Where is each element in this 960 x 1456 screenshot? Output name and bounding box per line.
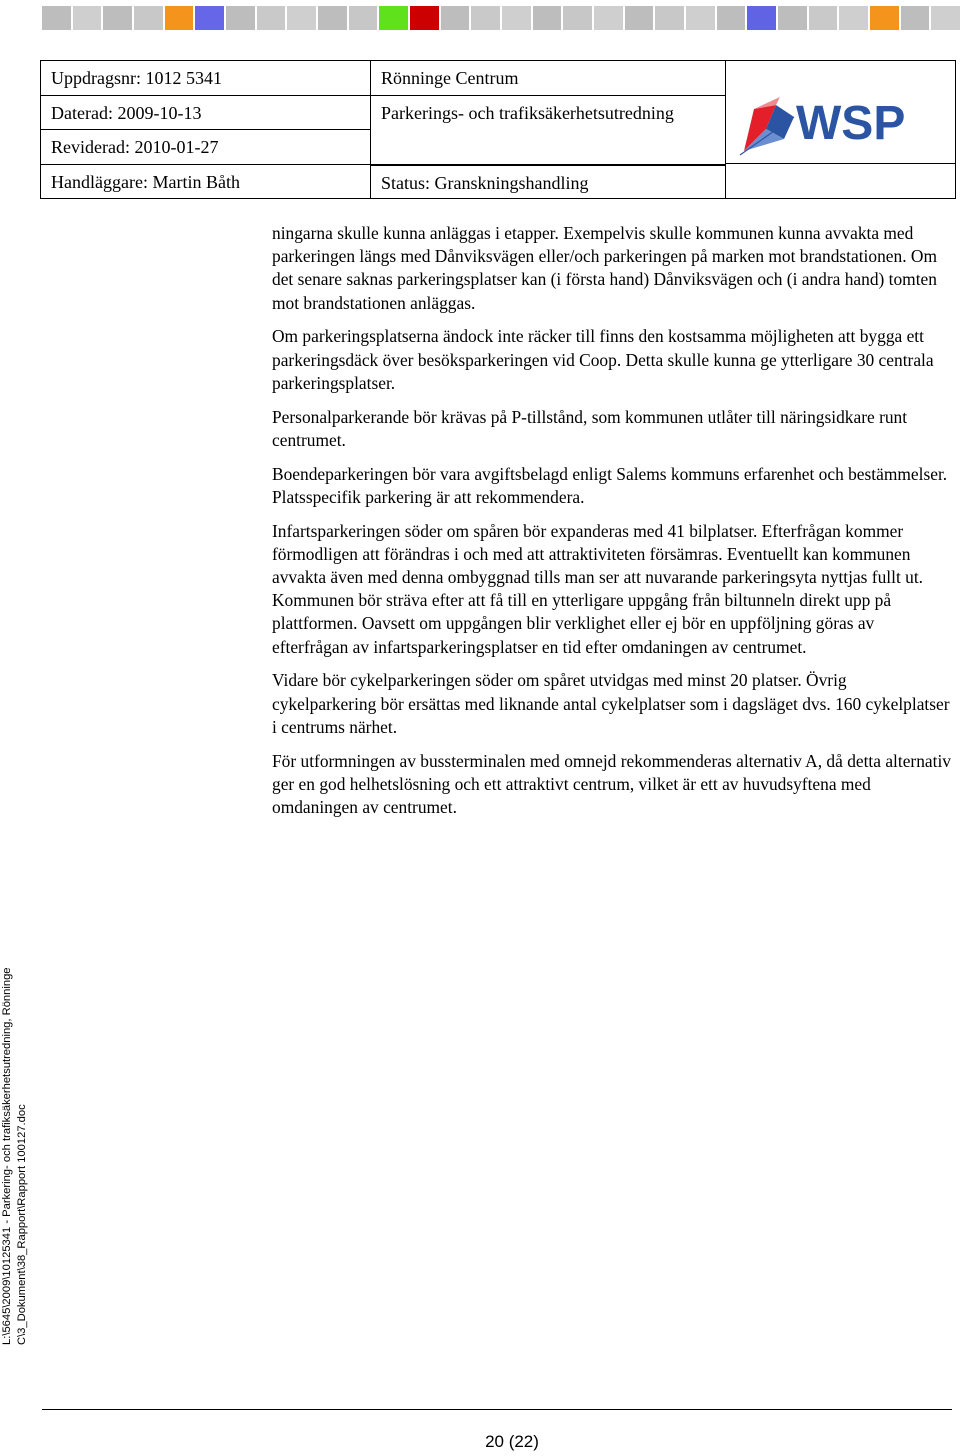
report-title: Parkerings- och trafiksäkerhetsutredning <box>381 102 674 123</box>
handler: Handläggare: Martin Båth <box>51 171 240 192</box>
color-square <box>42 6 71 30</box>
assignment-number: Uppdragsnr: 1012 5341 <box>41 61 370 96</box>
color-square <box>226 6 255 30</box>
color-square <box>410 6 439 30</box>
color-square <box>686 6 715 30</box>
color-square <box>165 6 194 30</box>
color-square <box>625 6 654 30</box>
footer-divider <box>42 1409 952 1410</box>
color-square <box>778 6 807 30</box>
paragraph: Vidare bör cykelparkeringen söder om spåret utvidgas med minst 20 platser. Övrig cykelparkering bör ersättas med liknande antal cykelplatser som i dagsläget dvs. 160 cykelplatser i centrums närhet. <box>272 670 950 737</box>
wsp-logo <box>736 89 926 159</box>
color-square <box>563 6 592 30</box>
color-square <box>134 6 163 30</box>
file-path-line: L:\5645\2009\10125341 - Parkering- och trafiksäkerhetsutredning, Rönninge <box>1 967 13 1345</box>
logo-wordmark: WSP <box>796 97 906 150</box>
color-square <box>931 6 960 30</box>
color-square <box>287 6 316 30</box>
paragraph: Personalparkerande bör krävas på P-tillstånd, som kommunen utlåter till näringsidkare runt centrumet. <box>272 406 908 450</box>
color-square <box>717 6 746 30</box>
paragraph: Boendeparkeringen bör vara avgiftsbelagd enligt Salems kommuns erfarenhet och bestämmelser. Platsspecifik parkering är att rekommendera. <box>272 463 948 507</box>
color-square <box>655 6 684 30</box>
color-square <box>747 6 776 30</box>
color-square <box>103 6 132 30</box>
color-square <box>349 6 378 30</box>
page-number: 20 (22) <box>485 1432 539 1451</box>
color-square <box>594 6 623 30</box>
color-square <box>809 6 838 30</box>
color-square <box>471 6 500 30</box>
header-empty-cell <box>371 130 725 165</box>
color-square <box>195 6 224 30</box>
project-name: Rönninge Centrum <box>371 61 725 96</box>
color-square <box>901 6 930 30</box>
paragraph: Infartsparkeringen söder om spåren bör expanderas med 41 bilplatser. Efterfrågan kommer förmodligen att förändras i och med att attraktiviteten försämras. Eventuellt kan kommunen avvakta även med denna ombyggnad tills man ser att nuvarande parkeringsyta nyttjas fullt ut. Kommunen bör sträva efter att få till en ytterligare uppgång från biltunneln direkt upp på plattformen. Oavsett om uppgången blir verklighet eller ej bör en uppföljning göras av efterfrågan av infartsparkeringsplatser en tid efter omdaningen av centrumet. <box>272 520 923 657</box>
date: Daterad: 2009-10-13 <box>41 96 370 131</box>
color-square <box>379 6 408 30</box>
color-square <box>257 6 286 30</box>
logo-cell <box>726 61 955 164</box>
color-square <box>73 6 102 30</box>
body-text <box>272 222 954 830</box>
revised-date: Reviderad: 2010-01-27 <box>41 130 370 165</box>
file-path-line: C\3_Dokument\38_Rapport\Rapport 100127.doc <box>16 1104 28 1345</box>
header-logo-column <box>726 61 955 198</box>
color-square <box>441 6 470 30</box>
color-square <box>870 6 899 30</box>
document-status: Status: Granskningshandling <box>371 165 725 200</box>
color-square <box>318 6 347 30</box>
document-header <box>40 60 956 199</box>
color-strip <box>42 6 960 30</box>
header-title-column <box>371 61 726 198</box>
file-path <box>0 965 30 1345</box>
color-square <box>502 6 531 30</box>
paragraph: För utformningen av bussterminalen med omnejd rekommenderas alternativ A, då detta alternativ ger en god helhetslösning och ett attraktivt centrum, vilket är ett av huvudsyftena med omdaningen av centrumet. <box>272 750 951 818</box>
paragraph: ningarna skulle kunna anläggas i etapper. Exempelvis skulle kommunen kunna avvakta med parkeringen längs med Dånviksvägen eller/och parkeringen på marken mot brandstationen. Om det senare saknas parkeringsplatser kan (i första hand) Dånviksvägen och (i andra hand) tomten mot brandstationen anläggas. <box>272 223 937 313</box>
color-square <box>533 6 562 30</box>
color-square <box>839 6 868 30</box>
header-meta-column <box>41 61 371 198</box>
paragraph: Om parkeringsplatserna ändock inte räcker till finns den kostsamma möjligheten att bygga ett parkeringsdäck över besöksparkeringen vid Coop. Detta skulle kunna ge ytterligare 30 centrala parkeringsplatser. <box>272 326 934 393</box>
